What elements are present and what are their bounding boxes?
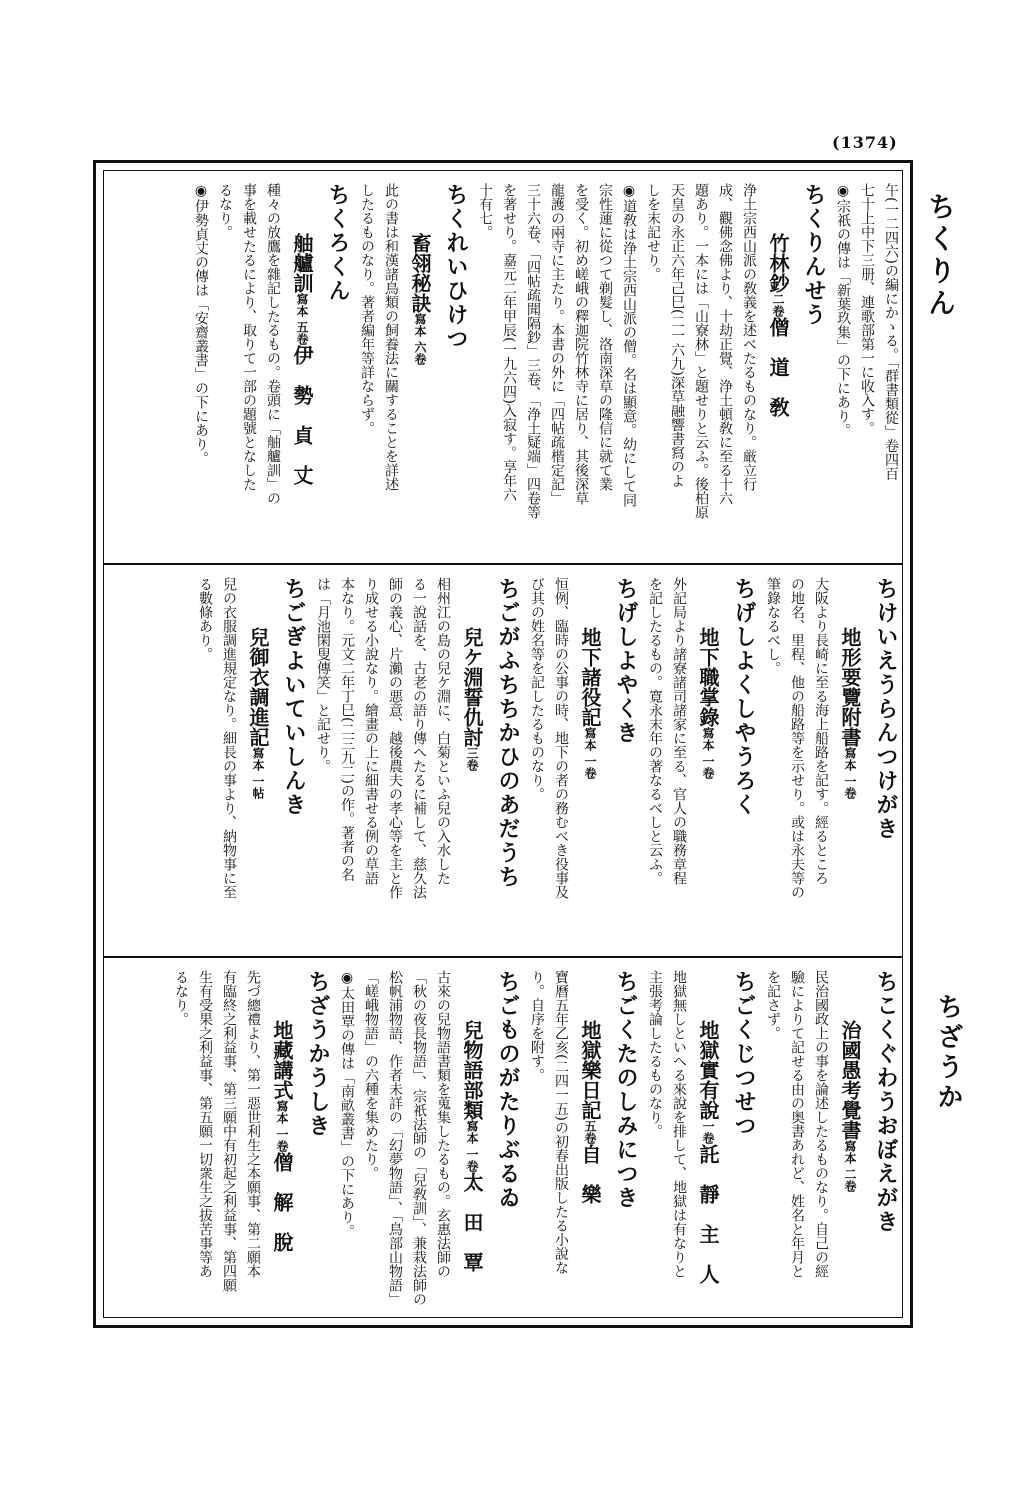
entry-volumes: 寫本 一卷 — [465, 1120, 479, 1173]
entry-reading: ちごくじつせつ — [731, 970, 757, 1138]
entry-title-row — [406, 183, 435, 563]
tier-3 — [104, 958, 902, 1325]
entry-title-row — [764, 183, 793, 563]
entry-volumes: 三卷 — [465, 747, 479, 771]
entry-title-row — [836, 970, 865, 1325]
text-line: 「嵯峨物語」の六種を集めたり。 — [363, 970, 379, 1180]
entry-volumes: 寫本 一卷 — [701, 727, 715, 780]
page-number: (1374) — [832, 133, 898, 152]
entry-reading: ちげしよくしやうろく — [731, 577, 757, 817]
text-line: 三十六卷、「四帖疏聞隔鈔」三卷、「浄土疑端」四卷等 — [525, 183, 541, 519]
entry-chigokutanoshimi — [524, 958, 642, 1325]
entry-volumes: 寫本 五卷 — [295, 293, 309, 346]
entry-chigokujitsu — [642, 958, 760, 1325]
text-line: 主張考論したるものなり。 — [647, 970, 663, 1138]
entry-author: 伊 勢 貞 丈 — [290, 345, 314, 486]
entry-chikureihiketsu — [354, 171, 472, 563]
entry-chigeshokushoroku — [642, 565, 760, 956]
text-line: 種々の放鷹を雜記したるもの。卷頭に「舳艫訓」の — [265, 183, 281, 505]
entry-title: 地藏講式 — [270, 1020, 294, 1100]
text-line: 有臨終之利益事、第三願中有初起之利益事、第四願 — [221, 970, 237, 1292]
text-line: 先づ總禮より、第一惡世利生之本願事、第二願本 — [245, 970, 261, 1278]
entry-title: 兒物語部類 — [460, 1020, 484, 1120]
entry-title-row — [244, 577, 273, 956]
text-line: 浄土宗西山派の敎義を述べたるものなり。厳立行 — [741, 183, 757, 491]
entry-title: 兒御衣調進記 — [246, 627, 270, 747]
running-head-top: ちくりん — [924, 192, 957, 320]
text-line: を著せり。嘉元二年甲辰(一九六四)入寂す。享年六 — [501, 183, 517, 502]
text-line: 筆錄なるべし。 — [765, 577, 781, 675]
text-line: 民治國政上の事を論述したるものなり。自己の經 — [813, 970, 829, 1278]
text-line: 相州江の島の兒ケ淵に、白菊といふ兒の入水した — [435, 577, 451, 885]
text-line: 此の書は和漢諸鳥類の飼養法に關することを詳述 — [383, 183, 399, 491]
entry-author: 自 樂 — [578, 1144, 602, 1204]
entry-volumes: 寫本 一帖 — [251, 747, 265, 800]
text-line: ◉道敎は浄土宗西山派の僧。名は顯意。幼にして同 — [621, 183, 637, 507]
entry-reading: ちごものがたりぶるゐ — [495, 970, 521, 1210]
text-line: るなり。 — [217, 183, 233, 239]
text-line: 成、觀佛念佛より、十劫正覺、浄土頓敎に至る十六 — [717, 183, 733, 505]
entry-volumes: 寫本 一卷 — [843, 747, 857, 800]
entry-title: 地形要覽附書 — [838, 627, 862, 747]
text-line: を記したるもの。寛永末年の著なるべしと云ふ。 — [647, 577, 663, 885]
text-line: 七十上中下三册、連歌部第一に收入す。 — [859, 183, 875, 435]
entry-volumes: 寫本 一卷 — [583, 727, 597, 780]
entry-title: 治國愚考覺書 — [838, 1020, 862, 1140]
entry-title: 地獄樂日記 — [578, 1020, 602, 1120]
entry-chigeshoyakuki — [524, 565, 642, 956]
entry-title: 地獄實有說 — [696, 1020, 720, 1120]
entry-volumes: 寫本 一卷 — [275, 1100, 289, 1153]
text-line: り。自序を附す。 — [529, 970, 545, 1082]
text-line: 寶曆五年乙亥(二四一五)の初春出版したる小說な — [553, 970, 569, 1275]
text-line: の地名、里程、他の船路等を示せり。或は永夫等の — [789, 577, 805, 899]
text-line: 大阪より長崎に至る海上船路を記す。經るところ — [813, 577, 829, 885]
entry-title-row — [694, 577, 723, 956]
text-line: 師の義心、片瀨の悪意、越後農夫の孝心等を主と作 — [387, 577, 403, 899]
text-line: 「秋の夜長物語」、宗祇法師の「兒敎訓」、兼栽法師の — [411, 970, 427, 1306]
text-line: る數條あり。 — [197, 577, 213, 661]
running-head-middle: ちざうか — [933, 993, 963, 1113]
entry-title-row — [576, 970, 605, 1325]
text-line: 恒例、臨時の公事の時、地下の者の務むべき役事及 — [553, 577, 569, 899]
entry-reading: ちざうかうしき — [305, 970, 331, 1138]
text-line: 事を載せたるにより、取りて一部の題號となした — [241, 183, 257, 491]
entry-author: 僧 道 敎 — [766, 317, 790, 417]
text-line: る一說話を、古老の語り傳へたるに補して、慈久法 — [411, 577, 427, 899]
entry-title-row — [458, 970, 487, 1325]
entry-author: 僧 解 脫 — [270, 1152, 294, 1253]
text-line: を受く。初め嵯峨の釋迦院竹林寺に居り、其後深草 — [573, 183, 589, 505]
text-line: 外記局より諸寮諸司諸家に至る、官人の職務章程 — [671, 577, 687, 885]
entry-title-row — [694, 970, 723, 1325]
entry-title: 地下諸役記 — [578, 627, 602, 727]
entry-reading: ちごがふちちかひのあだうち — [495, 577, 521, 889]
text-line: ◉宗祇の傳は「新葉玖集」の下にあり。 — [835, 183, 851, 437]
text-line: 古來の兒物語書類を蒐集したるもの。玄惠法師の — [435, 970, 451, 1278]
text-line: ◉伊勢貞丈の傳は「安齋叢書」の下にあり。 — [193, 183, 209, 465]
entry-title-row — [576, 577, 605, 956]
entry-chikurokun — [188, 171, 354, 563]
entry-volumes: 寫本 二卷 — [843, 1140, 857, 1193]
entry-chigoyoitei — [192, 565, 310, 956]
entry-reading: ちごくたのしみにつき — [613, 970, 639, 1210]
entry-chikurinsho — [472, 171, 830, 563]
text-line: 午(一二四六)の編にかゝる。「群書類從」卷四百 — [883, 183, 899, 481]
entry-title: 兒ケ淵誓仇討 — [460, 627, 484, 747]
entry-volumes: 一卷 — [701, 1120, 715, 1144]
entry-volumes: 五卷 — [583, 1120, 597, 1144]
text-line: 生有受果之利益事、第五願一切衆生之拔苦事等あ — [197, 970, 213, 1278]
entry-volumes: 二卷 — [771, 293, 785, 317]
text-line: 本なり。元文二年丁巳(二三九二)の作。著者の名 — [339, 577, 355, 882]
entry-reading: ちこくぐわうおぼえがき — [873, 970, 899, 1234]
text-line: り成せる小說なり。繪畫の上に細書せる例の草語 — [363, 577, 379, 885]
entry-chikeiyoran — [760, 565, 902, 956]
text-line: 十有七。 — [477, 183, 493, 239]
text-line: び其の姓名等を記したるものなり。 — [529, 577, 545, 801]
text-line: 驗によりて記せる由の奥書あれど、姓名と年月と — [789, 970, 805, 1278]
entry-title: 舳艫訓 — [290, 233, 314, 293]
entry-reading: ちげしよやくき — [613, 577, 639, 745]
entry-reading: ちくりんせう — [801, 183, 827, 327]
entry-title: 竹林鈔 — [766, 233, 790, 293]
entry-reading: ちくれいひけつ — [443, 183, 469, 351]
entry-volumes: 寫本 六卷 — [413, 313, 427, 366]
tier-1 — [104, 171, 902, 563]
entry-reading: ちけいえうらんつけがき — [873, 577, 899, 841]
entry-author: 託 靜 主 人 — [696, 1144, 720, 1284]
text-line: るなり。 — [173, 970, 189, 1026]
text-line: 題あり。一本には「山寮林」と題せりと云ふ。後柏原 — [693, 183, 709, 519]
page-frame — [93, 160, 913, 1328]
content-area — [103, 170, 903, 1318]
entry-reading: ちごぎよいていしんき — [281, 577, 307, 817]
entry-title-row — [836, 577, 865, 956]
text-line: しを末記せり。 — [645, 183, 661, 281]
tier-2 — [104, 565, 902, 956]
entry-title: 畜翎秘訣 — [408, 233, 432, 313]
entry-chigomonogatari — [334, 958, 524, 1325]
entry-chizokoushiki — [168, 958, 334, 1325]
text-line: 宗性蓮に從つて剃髮し、洛南深草の隆信に就て業 — [597, 183, 613, 491]
text-line: 龍護の兩寺に主たり。本書の外に「四帖疏楷定記」 — [549, 183, 565, 505]
text-line: ◉太田覃の傳は「南畝叢書」の下にあり。 — [339, 970, 355, 1238]
entry-reading: ちくろくん — [325, 183, 351, 303]
entry-title: 地下職掌錄 — [696, 627, 720, 727]
text-line: 兒の衣服調進規定なり。細長の事より、納物事に至 — [221, 577, 237, 899]
text-line: したるものなり。著者編年等詳ならず。 — [359, 183, 375, 435]
entry-continued — [830, 171, 902, 563]
entry-chigafuchi — [310, 565, 524, 956]
entry-title-row — [288, 183, 317, 563]
text-line: は「月池閑叟傳笑」と記せり。 — [315, 577, 331, 773]
text-line: 松帆浦物語、作者未詳の「幻夢物語」、「鳥部山物語」 — [387, 970, 403, 1306]
entry-title-row — [458, 577, 487, 956]
entry-author: 太 田 覃 — [460, 1172, 484, 1273]
text-line: 天皇の永正六年己巳(二一六九)深草融響書寫のよ — [669, 183, 685, 488]
entry-title-row — [268, 970, 297, 1325]
entry-chikokugukou — [760, 958, 902, 1325]
text-line: を記さず。 — [765, 970, 781, 1040]
text-line: 地獄無しといへる來說を排して、地獄は有なりと — [671, 970, 687, 1278]
